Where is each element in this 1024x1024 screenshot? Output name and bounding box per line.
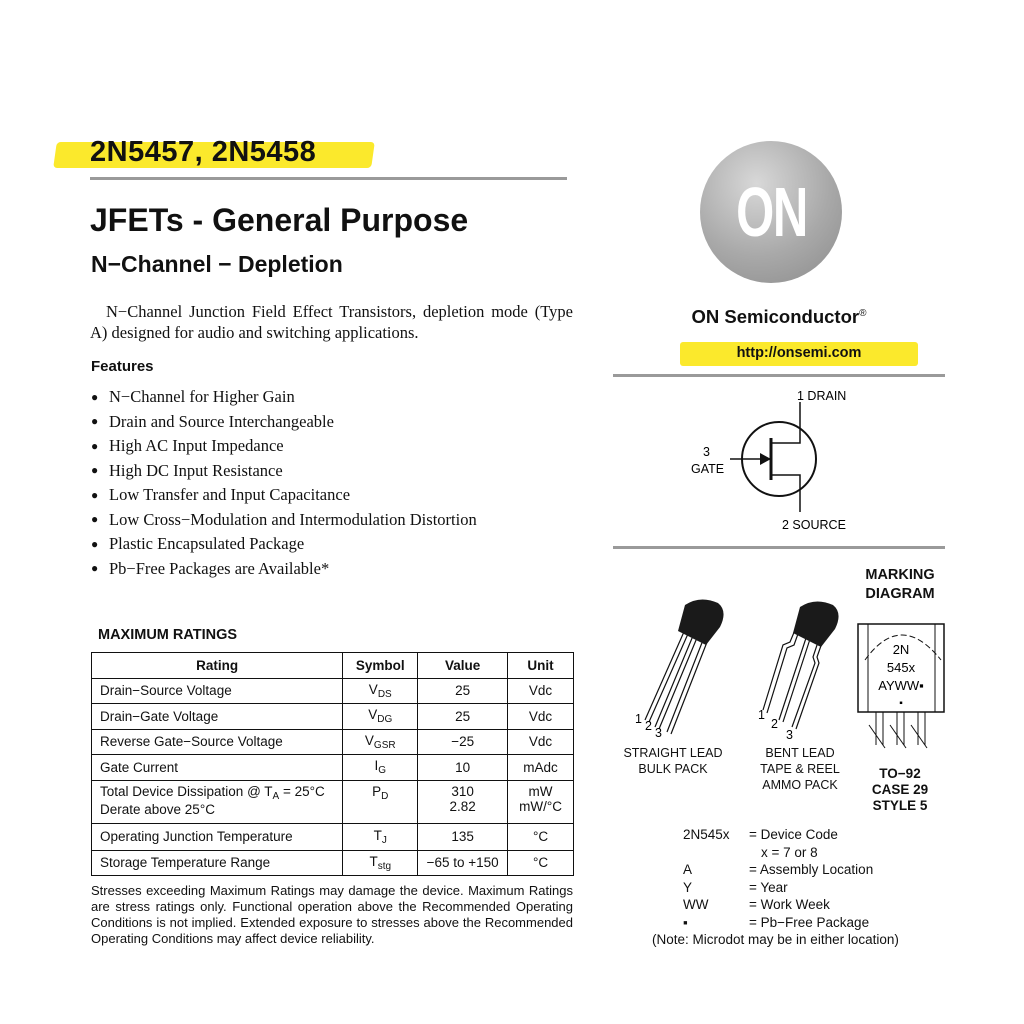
unit-cell: mAdc <box>508 755 574 781</box>
pin-label: 3 <box>655 726 662 740</box>
bent-lead-package-drawing <box>755 595 855 745</box>
symbol-cell: $T_{stg}$ <box>343 850 418 876</box>
legend-row: x = 7 or 8 <box>761 844 818 860</box>
feature-text: High AC Input Impedance <box>109 436 284 456</box>
value-cell: 310 2.82 <box>418 780 508 823</box>
rating-cell: Gate Current <box>92 755 343 781</box>
table-row <box>92 755 574 781</box>
rating-cell: Total Device Dissipation @ $T_A = 25^\circ C$ Derate above 25°C <box>92 780 343 823</box>
rating-cell: Storage Temperature Range <box>92 850 343 876</box>
jfet-symbol <box>613 380 945 545</box>
list-item: ● Pb−Free Packages are Available* <box>91 558 330 578</box>
symbol-cell: $T_J$ <box>343 823 418 850</box>
website-link[interactable]: http://onsemi.com <box>736 345 862 361</box>
rating-cell: Reverse Gate−Source Voltage <box>92 729 343 755</box>
features-list <box>91 385 477 581</box>
microdot-note: (Note: Microdot may be in either location) <box>652 932 899 947</box>
value-cell: 135 <box>418 823 508 850</box>
list-item: ● High DC Input Resistance <box>91 460 283 480</box>
bent-lead-caption: BENT LEAD TAPE & REEL AMMO PACK <box>760 746 840 792</box>
symbol-cell: $I_G$ <box>343 755 418 781</box>
marking-diagram-drawing <box>855 620 950 755</box>
page-subheading: N−Channel − Depletion <box>91 251 343 277</box>
straight-lead-package-drawing <box>620 595 740 740</box>
max-ratings-table <box>91 652 574 876</box>
source-label: 2 SOURCE <box>782 518 846 532</box>
pin-label: 1 <box>635 712 642 726</box>
legend-row: ▪ = Pb−Free Package <box>683 914 870 930</box>
divider <box>613 546 945 549</box>
value-cell: 25 <box>418 704 508 730</box>
rating-cell: Drain−Source Voltage <box>92 678 343 704</box>
symbol-cell: $V_{GSR}$ <box>343 729 418 755</box>
feature-text: Low Cross−Modulation and Intermodulation Distortion <box>109 509 477 529</box>
pin-label: 1 <box>758 708 765 722</box>
max-ratings-heading: MAXIMUM RATINGS <box>98 627 238 643</box>
list-item: ● Low Transfer and Input Capacitance <box>91 485 351 505</box>
feature-text: Plastic Encapsulated Package <box>109 534 305 554</box>
list-item: ● Drain and Source Interchangeable <box>91 411 334 431</box>
gate-label: GATE <box>691 462 725 476</box>
pin-label: 2 <box>771 717 778 731</box>
symbol-cell: $V_{DS}$ <box>343 678 418 704</box>
straight-lead-caption: STRAIGHT LEAD BULK PACK <box>623 746 723 776</box>
marking-line: 545x <box>886 660 916 675</box>
legend-row: WW = Work Week <box>683 897 830 912</box>
divider <box>613 374 945 377</box>
marking-line: 2N <box>892 642 910 657</box>
divider <box>90 177 567 180</box>
microdot: ▪ <box>899 698 903 709</box>
table-row <box>92 729 574 755</box>
pin-label: 3 <box>786 728 793 742</box>
symbol-cell: $P_D$ <box>343 780 418 823</box>
legend-row: A = Assembly Location <box>683 862 874 877</box>
unit-cell: Vdc <box>508 704 574 730</box>
unit-cell: Vdc <box>508 678 574 704</box>
table-row <box>92 823 574 850</box>
marking-line: AYWW▪ <box>878 678 924 693</box>
list-item: ● Low Cross−Modulation and Intermodulation Distortion <box>91 509 477 529</box>
intro-paragraph: N−Channel Junction Field Effect Transistors, depletion mode (Type A) designed for audio and switching applications. <box>90 302 573 342</box>
table-row <box>92 704 574 730</box>
unit-cell: °C <box>508 823 574 850</box>
case-info: TO−92 CASE 29 STYLE 5 <box>871 766 929 813</box>
on-semi-logo <box>700 141 842 283</box>
table-header <box>92 653 574 679</box>
table-row <box>92 850 574 876</box>
table-row <box>92 678 574 704</box>
column-header: Symbol <box>343 653 418 679</box>
feature-text: Pb−Free Packages are Available* <box>109 558 330 578</box>
legend-row: 2N545x = Device Code <box>683 827 838 842</box>
ratings-note: Stresses exceeding Maximum Ratings may damage the device. Maximum Ratings are stress ratings only. Functional operation above the Recommended Operating Conditions is not implied. Extended exposure to stresses above the Recommended Operating Conditions may affect device reliability. <box>91 883 573 946</box>
marking-legend <box>683 826 873 931</box>
column-header: Rating <box>92 653 343 679</box>
table-row <box>92 780 574 823</box>
feature-text: Drain and Source Interchangeable <box>109 411 334 431</box>
feature-text: Low Transfer and Input Capacitance <box>109 485 351 505</box>
logo-text: ON <box>735 173 807 251</box>
list-item: ● High AC Input Impedance <box>91 436 284 456</box>
list-item: ● Plastic Encapsulated Package <box>91 534 305 554</box>
feature-text: N−Channel for Higher Gain <box>109 387 295 407</box>
page-heading: JFETs - General Purpose <box>90 202 469 238</box>
company-name: ON Semiconductor® <box>691 306 867 327</box>
value-cell: 10 <box>418 755 508 781</box>
pin-label: 2 <box>645 719 652 733</box>
part-number-title: 2N5457, 2N5458 <box>90 136 317 168</box>
features-heading: Features <box>91 358 154 375</box>
marking-diagram-heading: MARKING DIAGRAM <box>865 567 935 602</box>
column-header: Unit <box>508 653 574 679</box>
drain-label: 1 DRAIN <box>797 389 847 403</box>
rating-cell: Operating Junction Temperature <box>92 823 343 850</box>
symbol-cell: $V_{DG}$ <box>343 704 418 730</box>
list-item: ● N−Channel for Higher Gain <box>91 387 295 407</box>
value-cell: 25 <box>418 678 508 704</box>
value-cell: −25 <box>418 729 508 755</box>
legend-row: Y = Year <box>683 879 788 895</box>
rating-cell: Drain−Gate Voltage <box>92 704 343 730</box>
column-header: Value <box>418 653 508 679</box>
feature-text: High DC Input Resistance <box>109 460 283 480</box>
gate-number: 3 <box>703 445 710 459</box>
value-cell: −65 to +150 <box>418 850 508 876</box>
unit-cell: °C <box>508 850 574 876</box>
unit-cell: mW mW/°C <box>508 780 574 823</box>
unit-cell: Vdc <box>508 729 574 755</box>
